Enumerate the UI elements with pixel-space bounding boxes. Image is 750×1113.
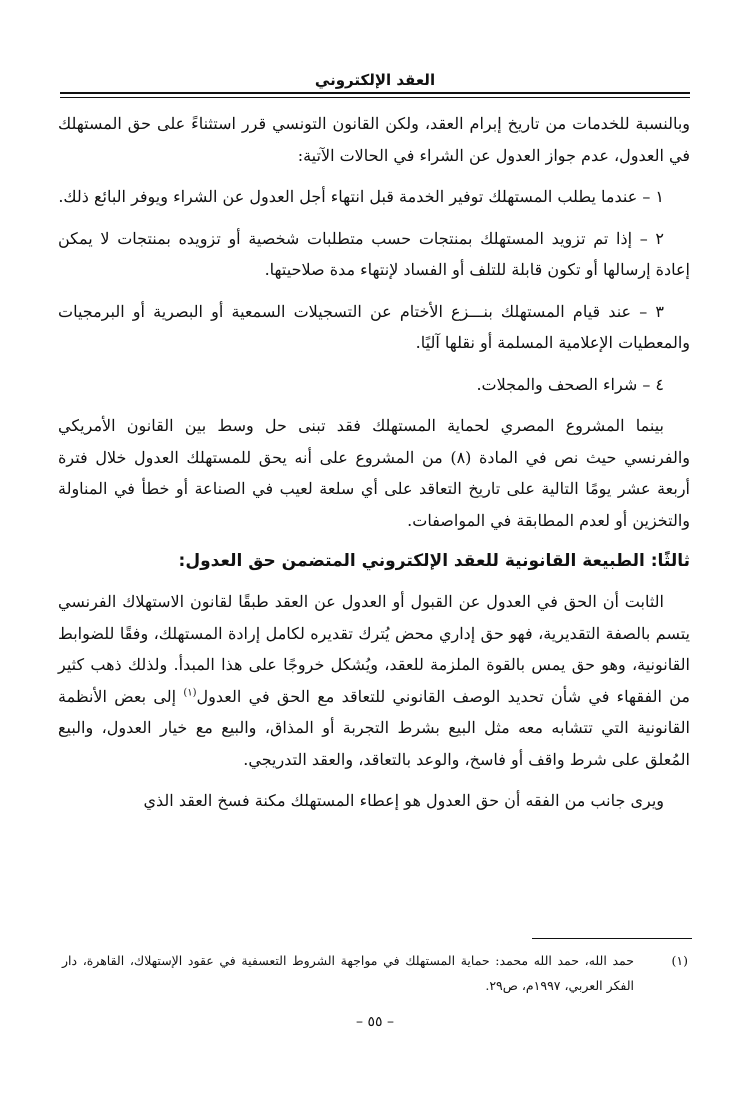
paragraph-legal-nature-part2: إلى بعض الأنظمة القانونية التي تتشابه معه مثل البيع بشرط التجربة أو المذاق، والبيع مع خيار العدول، والبيع المُعلق على شرط واقف أو فاسخ، والوعد بالتعاقد، والعقد التدريجي.	[58, 686, 690, 769]
running-header-title: العقد الإلكتروني	[314, 71, 436, 89]
list-item-3: ٣ – عند قيام المستهلك بنـــزع الأختام عن التسجيلات السمعية أو البصرية أو البرمجيات والمعطيات الإعلامية المسلمة أو نقلها آليًا.	[58, 301, 690, 352]
footnote-reference[interactable]: (١)	[183, 687, 197, 699]
list-item-1: ١ – عندما يطلب المستهلك توفير الخدمة قبل انتهاء أجل العدول عن الشراء ويوفر البائع ذلك.	[58, 187, 664, 206]
page-number: – ٥٥ –	[356, 1014, 394, 1030]
header-rule-thin	[60, 97, 690, 98]
paragraph-legal-nature-part1: الثابت أن الحق في العدول عن القبول أو العدول عن العقد طبقًا لقانون الاستهلاك الفرنسي يتسم بالصفة التقديرية، فهو حق إداري محض يُترك تقديره لكامل إرادة المستهلك، وفقًا للضوابط القانونية، وهو حق يمس بالقوة الملزمة للعقد، ويُشكل خروجًا على هذا المبدأ. ولذلك ذهب كثير من الفقهاء في شأن تحديد الوصف القانوني للتعاقد مع الحق في العدول	[58, 592, 690, 706]
paragraph-1: وبالنسبة للخدمات من تاريخ إبرام العقد، ولكن القانون التونسي قرر استثناءً على حق المستهلك في العدول، عدم جواز العدول عن الشراء في الحالات الآتية:	[58, 114, 690, 165]
paragraph-legal-nature	[58, 586, 690, 775]
header-rule-thick	[60, 92, 690, 94]
list-item-4: ٤ – شراء الصحف والمجلات.	[476, 374, 664, 394]
footnote	[62, 948, 688, 998]
footnote-text: حمد الله، حمد الله محمد: حماية المستهلك في مواجهة الشروط التعسفية في عقود الإستهلاك، القاهرة، دار الفكر العربي، ١٩٩٧م، ص٢٩.	[62, 953, 634, 993]
paragraph-egyptian-draft: بينما المشروع المصري لحماية المستهلك فقد تبنى حل وسط بين القانون الأمريكي والفرنسي حيث نص في المادة (٨) من المشروع على أنه يحق للمستهلك العدول خلال فترة أربعة عشر يومًا التالية على تاريخ التعاقد على أي سلعة لعيب في الصناعة أو خطأ في المناولة والتخزين أو لعدم المطابقة في المواصفات.	[58, 416, 690, 530]
paragraph-jurisprudence: ويرى جانب من الفقه أن حق العدول هو إعطاء المستهلك مكنة فسخ العقد الذي	[143, 791, 664, 810]
footnote-separator	[532, 938, 692, 939]
main-text	[58, 108, 690, 827]
list-item-2: ٢ – إذا تم تزويد المستهلك بمنتجات حسب متطلبات شخصية أو تزويده بمنتجات لا يمكن إعادة إرسالها أو تكون قابلة للتلف أو الفساد لإنتهاء مدة صلاحيتها.	[58, 228, 690, 279]
footnote-mark: (١)	[671, 953, 688, 968]
section-heading: ثالثًا: الطبيعة القانونية للعقد الإلكتروني المتضمن حق العدول:	[178, 551, 690, 571]
